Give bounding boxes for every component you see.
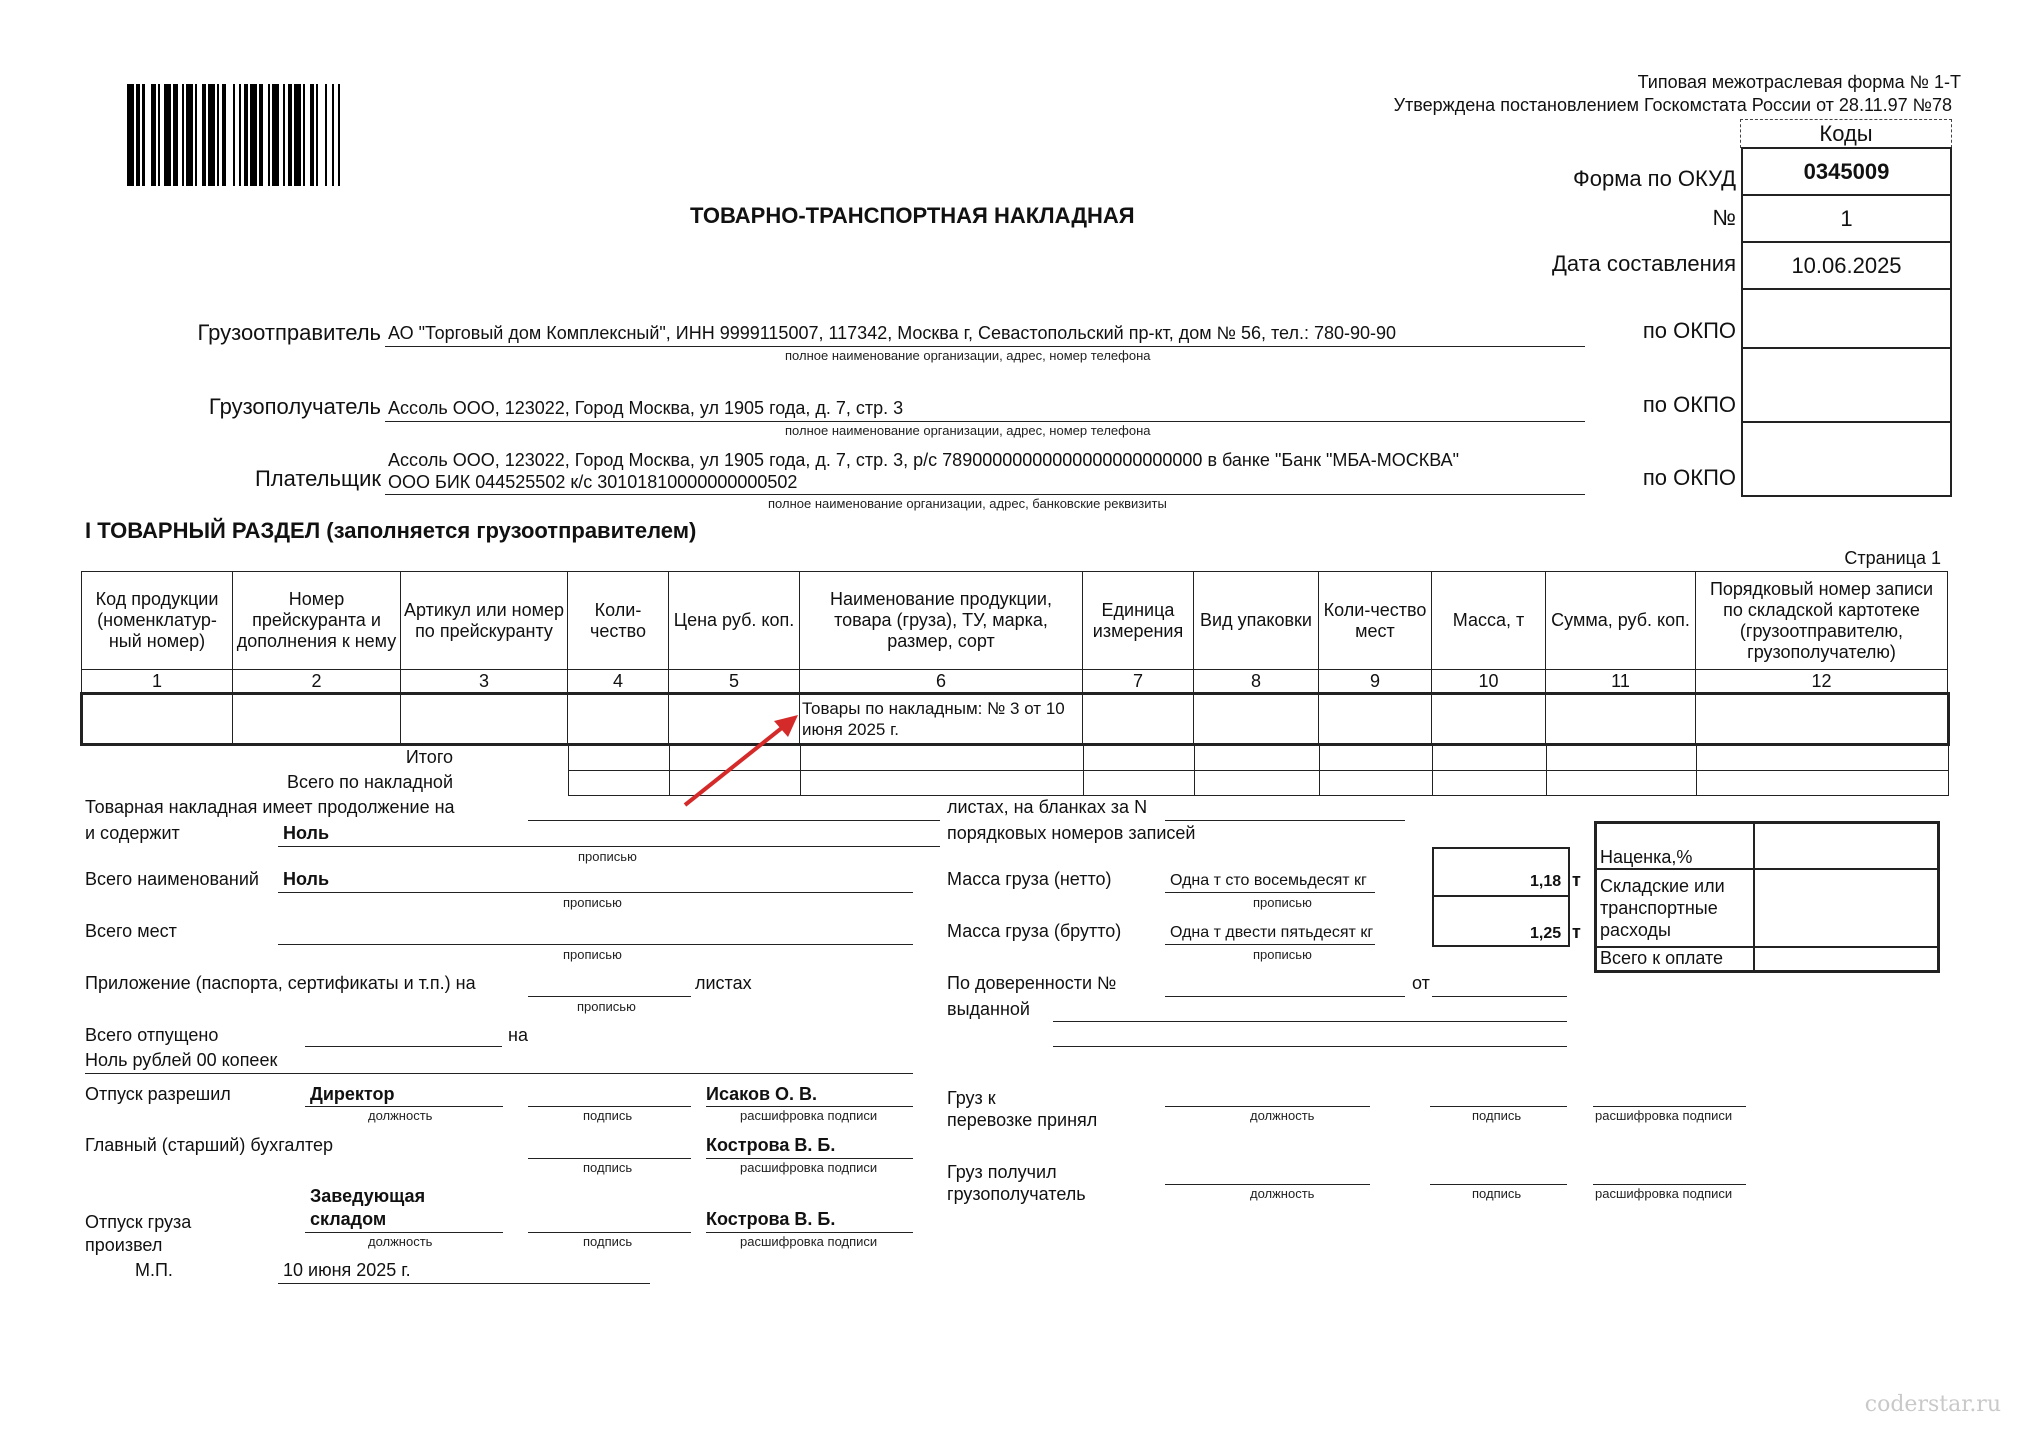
col-header-places: Коли-чество мест	[1319, 572, 1432, 670]
okpo-payer-value	[1742, 422, 1951, 496]
caption-position: должность	[368, 1234, 433, 1249]
shipper-caption: полное наименование организации, адрес, номер телефона	[785, 348, 1151, 363]
release-made-position-line	[305, 1232, 503, 1233]
release-made-position1: Заведующая	[310, 1186, 426, 1206]
barcode-bar	[182, 84, 184, 186]
col-number: 12	[1696, 670, 1948, 694]
chief-accountant-name-line	[706, 1158, 913, 1159]
total-items-line	[278, 892, 913, 893]
caption-signature: подпись	[583, 1234, 633, 1249]
markup-label: Наценка,%	[1596, 823, 1755, 869]
total-items-value: Ноль	[283, 869, 330, 889]
total-places-label: Всего мест	[85, 921, 177, 941]
serial-records-label: порядковых номеров записей	[947, 823, 1196, 843]
col-header-price: Цена руб. коп.	[669, 572, 800, 670]
barcode-bar	[272, 84, 279, 186]
codes-table	[1741, 147, 1952, 497]
col-header-mass: Масса, т	[1432, 572, 1546, 670]
net-mass-words: Одна т сто восемьдесят кг	[1170, 872, 1367, 889]
caption-decode: расшифровка подписи	[740, 1108, 878, 1123]
okpo-consignee-value	[1742, 348, 1951, 422]
col-number: 8	[1194, 670, 1319, 694]
caption-position: должность	[1250, 1186, 1315, 1201]
barcode-bar	[202, 84, 206, 186]
contains-caption: прописью	[578, 849, 637, 864]
release-made-label1: Отпуск груза	[85, 1212, 192, 1232]
cargo-accepted-name-line	[1593, 1106, 1746, 1107]
barcode-bar	[217, 84, 219, 186]
barcode-bar	[259, 84, 263, 186]
col-number: 10	[1432, 670, 1546, 694]
annotation-arrow	[670, 705, 810, 815]
payer-underline	[385, 494, 1585, 495]
col-header-package: Вид упаковки	[1194, 572, 1319, 670]
cargo-received-signature-line	[1430, 1184, 1567, 1185]
caption-signature: подпись	[583, 1160, 633, 1175]
document-number: 1	[1742, 195, 1951, 242]
caption-decode: расшифровка подписи	[1595, 1186, 1733, 1201]
col-number: 3	[401, 670, 568, 694]
watermark-text: coderstar.ru	[1864, 1392, 2001, 1417]
col-number: 11	[1546, 670, 1696, 694]
product-description: Товары по накладным: № 3 от 10 июня 2025 г.	[800, 694, 1083, 744]
barcode-bar	[338, 84, 340, 186]
chief-accountant-name: Кострова В. Б.	[706, 1135, 836, 1155]
payer-caption: полное наименование организации, адрес, банковские реквизиты	[768, 496, 1167, 511]
release-allowed-position: Директор	[310, 1084, 395, 1104]
release-allowed-position-line	[305, 1106, 503, 1107]
cargo-received-label2: грузополучатель	[947, 1184, 1086, 1204]
gross-mass-words: Одна т двести пятьдесят кг	[1170, 924, 1374, 941]
markup-value	[1754, 823, 1939, 869]
barcode-bar	[173, 84, 177, 186]
net-mass-label: Масса груза (нетто)	[947, 869, 1112, 889]
col-header-unit: Единица измерения	[1083, 572, 1194, 670]
barcode-bar	[158, 84, 160, 186]
attachment-line	[528, 996, 691, 997]
barcode-bar	[164, 84, 171, 186]
fees-table	[1594, 821, 1940, 973]
document-title: ТОВАРНО-ТРАНСПОРТНАЯ НАКЛАДНАЯ	[690, 203, 1135, 228]
okud-value: 0345009	[1742, 148, 1951, 195]
barcode-bar	[208, 84, 215, 186]
okud-label: Форма по ОКУД	[1573, 166, 1736, 191]
release-allowed-name: Исаков О. В.	[706, 1084, 818, 1104]
gross-mass-value: 1,25	[1530, 925, 1562, 942]
net-mass-unit: т	[1572, 870, 1581, 890]
release-allowed-name-line	[706, 1106, 913, 1107]
release-made-label2: произвел	[85, 1235, 163, 1255]
col-number: 9	[1319, 670, 1432, 694]
goods-table	[81, 571, 1948, 744]
col-header-record-number: Порядковый номер записи по складской картотеке (грузоотправителю, грузополучателю)	[1696, 572, 1948, 670]
barcode-bar	[151, 84, 155, 186]
release-made-signature-line	[528, 1232, 691, 1233]
power-of-attorney-line	[1165, 996, 1405, 997]
continuation-label: Товарная накладная имеет продолжение на	[85, 797, 455, 817]
total-label: Итого	[405, 747, 453, 767]
barcode-bar	[195, 84, 197, 186]
net-mass-caption: прописью	[1253, 895, 1312, 910]
consignee-caption: полное наименование организации, адрес, номер телефона	[785, 423, 1151, 438]
attachment-label: Приложение (паспорта, сертификаты и т.п.) на	[85, 973, 476, 993]
okpo-label-payer: по ОКПО	[1642, 465, 1736, 490]
stamp-date-line	[278, 1283, 650, 1284]
codes-header-label: Коды	[1819, 121, 1873, 146]
table-row	[82, 694, 1948, 744]
amount-words: Ноль рублей 00 копеек	[85, 1050, 278, 1070]
attachment-sheets-label: листах	[695, 973, 752, 993]
chief-accountant-signature-line	[528, 1158, 691, 1159]
issued-line2	[1053, 1046, 1567, 1047]
from-label: от	[1412, 973, 1430, 993]
barcode-bar	[142, 84, 144, 186]
okpo-label-shipper: по ОКПО	[1642, 318, 1736, 343]
storage-label: Складские или транспортные расходы	[1596, 869, 1755, 947]
total-items-caption: прописью	[563, 895, 622, 910]
caption-signature: подпись	[1472, 1186, 1522, 1201]
gross-mass-caption: прописью	[1253, 947, 1312, 962]
barcode-bar	[239, 84, 241, 186]
release-made-position2: складом	[310, 1209, 387, 1229]
release-made-name: Кострова В. Б.	[706, 1209, 836, 1229]
issued-line1	[1053, 1021, 1567, 1022]
blanks-line	[1165, 820, 1405, 821]
gross-mass-label: Масса груза (брутто)	[947, 921, 1122, 941]
col-number: 4	[568, 670, 669, 694]
total-pay-value	[1754, 947, 1939, 972]
cargo-accepted-position-line	[1165, 1106, 1370, 1107]
release-allowed-signature-line	[528, 1106, 691, 1107]
col-header-product-name: Наименование продукции, товара (груза), ТУ, марка, размер, сорт	[800, 572, 1083, 670]
payer-value-line2: ООО БИК 044525502 к/с 30101810000000000502	[388, 472, 798, 492]
caption-decode: расшифровка подписи	[740, 1160, 878, 1175]
power-of-attorney-label: По доверенности №	[947, 973, 1117, 993]
net-mass-value: 1,18	[1530, 873, 1562, 890]
released-on-label: на	[508, 1025, 528, 1045]
gross-mass-line	[1165, 944, 1375, 945]
consignee-value: Ассоль ООО, 123022, Город Москва, ул 1905 года, д. 7, стр. 3	[388, 398, 904, 418]
consignee-label: Грузополучатель	[208, 394, 381, 419]
cargo-received-name-line	[1593, 1184, 1746, 1185]
caption-position: должность	[368, 1108, 433, 1123]
issued-label: выданной	[947, 999, 1030, 1019]
released-line	[305, 1046, 502, 1047]
caption-signature: подпись	[583, 1108, 633, 1123]
net-mass-line	[1165, 892, 1375, 893]
barcode-bar	[325, 84, 327, 186]
col-number: 6	[800, 670, 1083, 694]
chief-accountant-label: Главный (старший) бухгалтер	[85, 1135, 334, 1155]
page-label: Страница 1	[1844, 548, 1941, 568]
barcode-bar	[233, 84, 235, 186]
col-header-price-list: Номер прейскуранта и дополнения к нему	[233, 572, 401, 670]
sheets-blanks-label: листах, на бланках за N	[947, 797, 1148, 817]
stamp-label: М.П.	[135, 1260, 173, 1280]
cargo-accepted-label2: перевозке принял	[947, 1110, 1098, 1130]
grand-total-label: Всего по накладной	[286, 772, 453, 792]
contains-label: и содержит	[85, 823, 180, 843]
barcode-bar	[288, 84, 292, 186]
barcode-bar	[136, 84, 140, 186]
consignee-underline	[385, 421, 1585, 422]
shipper-label: Грузоотправитель	[197, 320, 381, 345]
col-header-quantity: Коли-чество	[568, 572, 669, 670]
barcode-bar	[310, 84, 314, 186]
col-header-sum: Сумма, руб. коп.	[1546, 572, 1696, 670]
attachment-caption: прописью	[577, 999, 636, 1014]
col-number: 2	[233, 670, 401, 694]
payer-label: Плательщик	[254, 466, 381, 491]
col-header-article: Артикул или номер по прейскуранту	[401, 572, 568, 670]
col-number: 5	[669, 670, 800, 694]
cargo-accepted-signature-line	[1430, 1106, 1567, 1107]
release-allowed-label: Отпуск разрешил	[85, 1084, 231, 1104]
total-places-line	[278, 944, 913, 945]
section-title: I ТОВАРНЫЙ РАЗДЕЛ (заполняется грузоотправителем)	[85, 518, 697, 543]
date-label: Дата составления	[1552, 251, 1736, 276]
payer-value-line1: Ассоль ООО, 123022, Город Москва, ул 1905 года, д. 7, стр. 3, р/с 78900000000000000000000000 в банке "Банк "МБА-МОСКВА"	[388, 450, 1460, 470]
col-header-product-code: Код продукции (номенклатур-ный номер)	[82, 572, 233, 670]
barcode-bar	[283, 84, 285, 186]
okpo-label-consignee: по ОКПО	[1642, 392, 1736, 417]
contains-value: Ноль	[283, 823, 330, 843]
barcode-bar	[244, 84, 248, 186]
okpo-shipper-value	[1742, 289, 1951, 348]
continuation-line	[528, 820, 940, 821]
number-label: №	[1712, 205, 1736, 230]
barcode-bar	[316, 84, 318, 186]
caption-signature: подпись	[1472, 1108, 1522, 1123]
storage-value	[1754, 869, 1939, 947]
barcode-bar	[268, 84, 270, 186]
barcode-bar	[303, 84, 305, 186]
release-made-name-line	[706, 1232, 913, 1233]
released-label: Всего отпущено	[85, 1025, 219, 1045]
document-date: 10.06.2025	[1742, 242, 1951, 289]
total-places-caption: прописью	[563, 947, 622, 962]
cargo-accepted-label1: Груз к	[947, 1088, 996, 1108]
gross-mass-unit: т	[1572, 922, 1581, 942]
total-pay-label: Всего к оплате	[1596, 947, 1755, 972]
barcode-bar	[186, 84, 193, 186]
barcode-bar	[127, 84, 134, 186]
shipper-underline	[385, 346, 1585, 347]
shipper-value: АО "Торговый дом Комплексный", ИНН 9999115007, 117342, Москва г, Севастопольский пр-кт, дом № 56, тел.: 780-90-90	[388, 323, 1397, 343]
codes-header	[1740, 119, 1952, 148]
amount-line	[85, 1073, 913, 1074]
total-items-label: Всего наименований	[85, 869, 259, 889]
form-type-line: Типовая межотраслевая форма № 1-Т	[1637, 72, 1961, 92]
barcode-bar	[294, 84, 301, 186]
col-number: 1	[82, 670, 233, 694]
barcode-bar	[250, 84, 257, 186]
barcode-bar	[332, 84, 334, 186]
from-line	[1432, 996, 1567, 997]
cargo-received-position-line	[1165, 1184, 1370, 1185]
caption-decode: расшифровка подписи	[1595, 1108, 1733, 1123]
contains-line	[278, 846, 940, 847]
stamp-date: 10 июня 2025 г.	[283, 1260, 411, 1280]
barcode-bar	[222, 84, 226, 186]
form-approval-line: Утверждена постановлением Госкомстата России от 28.11.97 №78	[1393, 95, 1952, 115]
col-number: 7	[1083, 670, 1194, 694]
caption-decode: расшифровка подписи	[740, 1234, 878, 1249]
cargo-received-label1: Груз получил	[947, 1162, 1057, 1182]
caption-position: должность	[1250, 1108, 1315, 1123]
barcode	[127, 84, 604, 186]
